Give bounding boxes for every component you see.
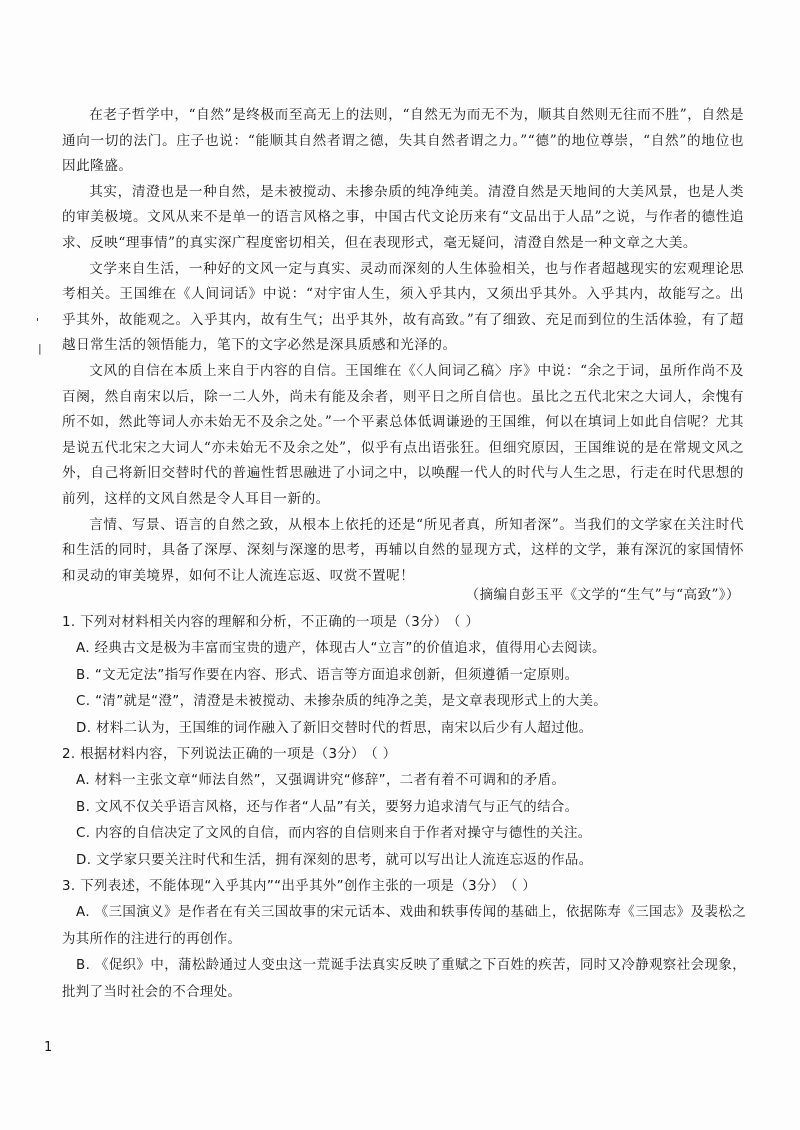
- question-option: A. 经典古文是极为丰富而宝贵的遗产，体现古人“立言”的价值追求，值得用心去阅读。: [76, 641, 606, 657]
- answer-bracket: （ ）: [453, 615, 480, 630]
- question-stem-text: 2. 根据材料内容，下列说法正确的一项是（3分）: [62, 747, 365, 763]
- question-stem-text: 1. 下列对材料相关内容的理解和分析，不正确的一项是（3分）: [62, 615, 448, 630]
- passage-paragraph: 文学来自生活，一种好的文风一定与真实、灵动而深刻的人生体验相关，也与作者超越现实的宏观理论思考相关。王国维在《人间词话》中说：“对宇宙人生，须入乎其内，又须出乎其外。入乎其内，故能写之。出乎其外，故能观之。入乎其内，故有生气；出乎其外，故有高致。”有了细致、充足而到位的生活体验，有了超越日常生活的领悟能力，笔下的文字必然是深具质感和光泽的。: [62, 260, 744, 354]
- question-option: C. 内容的自信决定了文风的自信，而内容的自信则来自于作者对操守与德性的关注。: [76, 826, 592, 842]
- reading-passage: [62, 103, 744, 589]
- question-option: B. “文无定法”指写作要在内容、形式、语言等方面追求创新，但须遵循一定原则。: [76, 667, 579, 683]
- question-option: B. 《促织》中，蒲松龄通过人变虫这一荒诞手法真实反映了重赋之下百姓的疾苦，同时又冷静观察社会现象，批判了当时社会的不合理处。: [62, 958, 746, 1000]
- passage-paragraph: 言情、写景、语言的自然之致，从根本上依托的还是“所见者真，所知者深”。当我们的文学家在关注时代和生活的同时，具备了深厚、深刻与深邃的思考，再辅以自然的显现方式，这样的文学，兼有深沉的家国情怀和灵动的审美境界，如何不让人流连忘返、叹赏不置呢！: [62, 516, 744, 584]
- answer-bracket: （ ）: [370, 747, 397, 763]
- question-option: D. 文学家只要关注时代和生活，拥有深刻的思考，就可以写出让人流连忘返的作品。: [76, 852, 593, 868]
- question-option: D. 材料二认为，王国维的词作融入了新旧交替时代的哲思，南宋以后少有人超过他。: [76, 720, 593, 736]
- question-3: [62, 874, 746, 1006]
- answer-bracket: （ ）: [510, 879, 537, 895]
- question-stem: [62, 610, 746, 636]
- passage-paragraph: 在老子哲学中，“自然”是终极而至高无上的法则，“自然无为而无不为，顺其自然则无往而不胜”，自然是通向一切的法门。庄子也说：“能顺其自然者谓之德，失其自然者谓之力。”“德”的地位尊崇，“自然”的地位也因此隆盛。: [62, 107, 744, 175]
- question-stem-text: 3. 下列表述，不能体现“入乎其内”“出乎其外”创作主张的一项是（3分）: [62, 879, 505, 895]
- question-option: A. 材料一主张文章“师法自然”，又强调讲究“修辞”，二者有着不可调和的矛盾。: [76, 773, 566, 789]
- question-stem: [62, 742, 746, 768]
- scan-speck: ': [36, 316, 40, 329]
- question-2: [62, 742, 746, 874]
- question-option: C. “清”就是“澄”，清澄是未被搅动、未掺杂质的纯净之美，是文章表现形式上的大美。: [76, 694, 608, 710]
- question-stem: [62, 874, 746, 900]
- page-number: 1: [44, 1040, 53, 1055]
- question-option: B. 文风不仅关乎语言风格，还与作者“人品”有关，要努力追求清气与正气的结合。: [76, 799, 579, 815]
- question-option: A. 《三国演义》是作者在有关三国故事的宋元话本、戏曲和轶事传闻的基础上，依据陈寿《三国志》及裴松之为其所作的注进行的再创作。: [62, 905, 746, 947]
- passage-source: （摘编自彭玉平《文学的“生气”与“高致”》）: [465, 587, 740, 603]
- question-list: [62, 610, 746, 1006]
- passage-paragraph: 文风的自信在本质上来自于内容的自信。王国维在《〈人间词乙稿〉序》中说：“余之于词，虽所作尚不及百阕，然自南宋以后，除一二人外，尚未有能及余者，则平日之所自信也。虽比之五代北宋之大词人，余愧有所不如，然此等词人亦未始无不及余之处。”一个平素总体低调谦逊的王国维，何以在填词上如此自信呢？尤其是说五代北宋之大词人“亦未始无不及余之处”，似乎有点出语张狂。但细究原因，王国维说的是在常规文风之外，自己将新旧交替时代的普遍性哲思融进了小词之中，以唤醒一代人的时代与人生之思，行走在时代思想的前列，这样的文风自然是令人耳目一新的。: [62, 362, 744, 507]
- passage-paragraph: 其实，清澄也是一种自然，是未被搅动、未掺杂质的纯净纯美。清澄自然是天地间的大美风景，也是人类的审美极境。文风从来不是单一的语言风格之事，中国古代文论历来有“文品出于人品”之说，与作者的德性追求、反映“理事情”的真实深广程度密切相关，但在表现形式，毫无疑问，清澄自然是一种文章之大美。: [62, 183, 744, 251]
- scan-speck: |: [38, 342, 42, 355]
- question-1: [62, 610, 746, 742]
